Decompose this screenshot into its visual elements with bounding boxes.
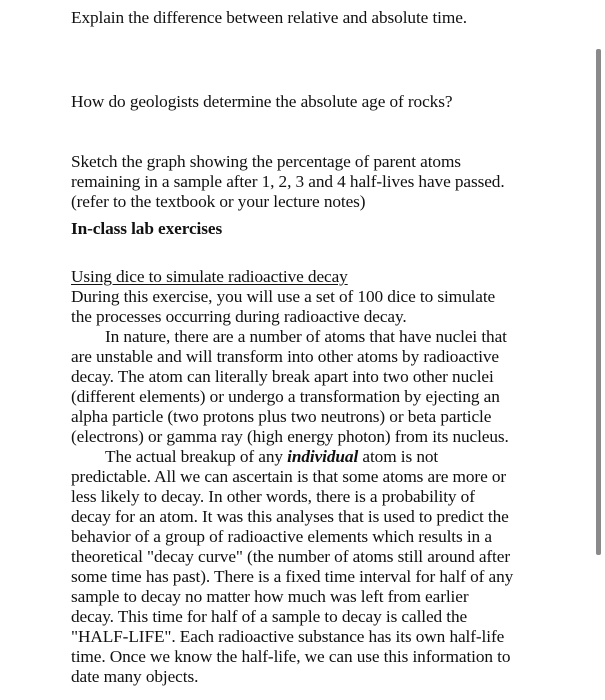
body-line: alpha particle (two protons plus two neutrons) or beta particle [71, 407, 492, 426]
body-line: the processes occurring during radioactive decay. [71, 307, 407, 326]
body-line: sample to decay no matter how much was left from earlier [71, 587, 469, 606]
body-line: (electrons) or gamma ray (high energy photon) from its nucleus. [71, 427, 509, 446]
body-text: atom is not [358, 447, 439, 466]
body-line: date many objects. [71, 667, 199, 686]
body-line: predictable. All we can ascertain is that some atoms are more or [71, 467, 507, 486]
section-heading: In-class lab exercises [71, 219, 223, 238]
body-line: decay. This time for half of a sample to decay is called the [71, 607, 468, 626]
sketch-question-line-2: remaining in a sample after 1, 2, 3 and 4 half-lives have passed. [71, 172, 505, 191]
body-line: decay for an atom. It was this analyses that is used to predict the [71, 507, 509, 526]
subsection-heading: Using dice to simulate radioactive decay [71, 267, 348, 286]
body-line: During this exercise, you will use a set of 100 dice to simulate [71, 287, 496, 306]
body-line: "HALF-LIFE". Each radioactive substance has its own half-life [71, 627, 505, 646]
body-line: time. Once we know the half-life, we can use this information to [71, 647, 511, 666]
sketch-question-line-1: Sketch the graph showing the percentage of parent atoms [71, 152, 461, 171]
body-line: behavior of a group of radioactive elements which results in a [71, 527, 492, 546]
emphasized-word: individual [287, 447, 359, 466]
body-line: In nature, there are a number of atoms that have nuclei that [105, 327, 507, 346]
body-line: decay. The atom can literally break apart into two other nuclei [71, 367, 494, 386]
body-line: (different elements) or undergo a transformation by ejecting an [71, 387, 500, 406]
body-line: are unstable and will transform into other atoms by radioactive [71, 347, 500, 366]
question-relative-absolute-time: Explain the difference between relative and absolute time. [71, 8, 467, 27]
vertical-scrollbar[interactable] [596, 49, 601, 555]
body-line-emphasis [105, 447, 438, 467]
sketch-question-line-3: (refer to the textbook or your lecture notes) [71, 192, 366, 211]
body-line: some time has past). There is a fixed time interval for half of any [71, 567, 514, 586]
question-absolute-age: How do geologists determine the absolute age of rocks? [71, 92, 453, 111]
body-text: The actual breakup of any [105, 447, 288, 466]
body-line: theoretical "decay curve" (the number of atoms still around after [71, 547, 510, 566]
body-line: less likely to decay. In other words, there is a probability of [71, 487, 475, 506]
